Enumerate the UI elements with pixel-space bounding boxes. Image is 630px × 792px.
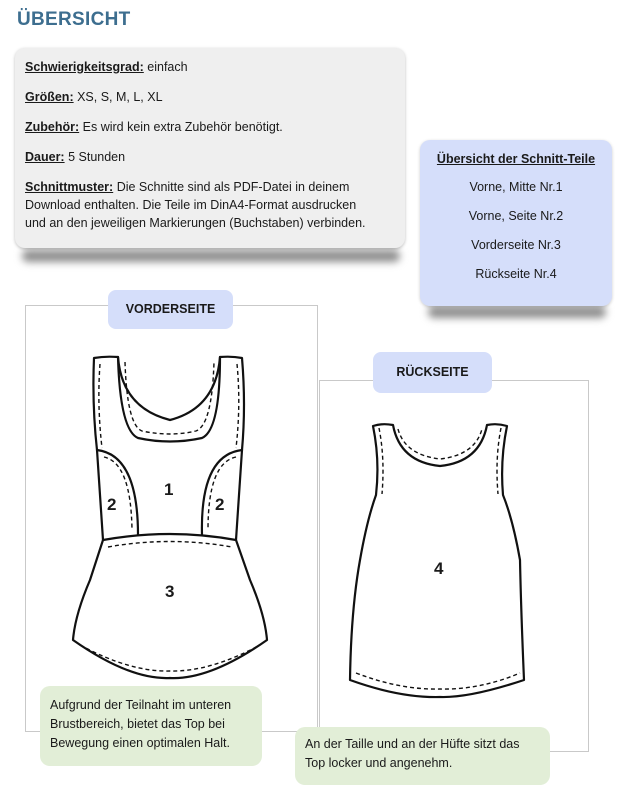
difficulty-label: Schwierigkeitsgrad: bbox=[25, 60, 144, 74]
part-number-1: 1 bbox=[164, 480, 174, 499]
front-note-line-1: Aufgrund der Teilnaht im unteren bbox=[50, 698, 232, 712]
part-item: Vorderseite Nr.3 bbox=[471, 238, 561, 252]
pattern-line-3: und an den jeweiligen Markierungen (Buchstaben) verbinden. bbox=[25, 216, 366, 230]
back-label: RÜCKSEITE bbox=[373, 352, 492, 393]
part-number-2-right: 2 bbox=[215, 495, 225, 514]
part-number-2-left: 2 bbox=[107, 495, 117, 514]
sizes-label: Größen: bbox=[25, 90, 74, 104]
accessories-label: Zubehör: bbox=[25, 120, 80, 134]
duration-value: 5 Stunden bbox=[68, 150, 126, 164]
part-number-3: 3 bbox=[165, 582, 175, 601]
front-note-line-3: Bewegung einen optimalen Halt. bbox=[50, 736, 230, 750]
part-item: Vorne, Mitte Nr.1 bbox=[469, 180, 563, 194]
pattern-line-1: Die Schnitte sind als PDF-Datei in deinem bbox=[116, 180, 350, 194]
back-note bbox=[295, 727, 550, 785]
part-item: Rückseite Nr.4 bbox=[475, 267, 557, 281]
front-note-line-2: Brustbereich, bietet das Top bei bbox=[50, 717, 225, 731]
part-number-4: 4 bbox=[434, 559, 444, 578]
sizes-value: XS, S, M, L, XL bbox=[77, 90, 163, 104]
front-label: VORDERSEITE bbox=[108, 290, 233, 329]
difficulty-value: einfach bbox=[147, 60, 188, 74]
pattern-line-2: Download enthalten. Die Teile im DinA4-Format ausdrucken bbox=[25, 198, 357, 212]
page-title: ÜBERSICHT bbox=[17, 9, 131, 30]
duration-label: Dauer: bbox=[25, 150, 65, 164]
pattern-label: Schnittmuster: bbox=[25, 180, 114, 194]
back-note-line-2: Top locker und angenehm. bbox=[305, 756, 453, 770]
back-note-line-1: An der Taille und an der Hüfte sitzt das bbox=[305, 737, 520, 751]
parts-heading: Übersicht der Schnitt-Teile bbox=[436, 152, 596, 166]
part-item: Vorne, Seite Nr.2 bbox=[468, 209, 564, 223]
accessories-value: Es wird kein extra Zubehör benötigt. bbox=[82, 120, 283, 134]
